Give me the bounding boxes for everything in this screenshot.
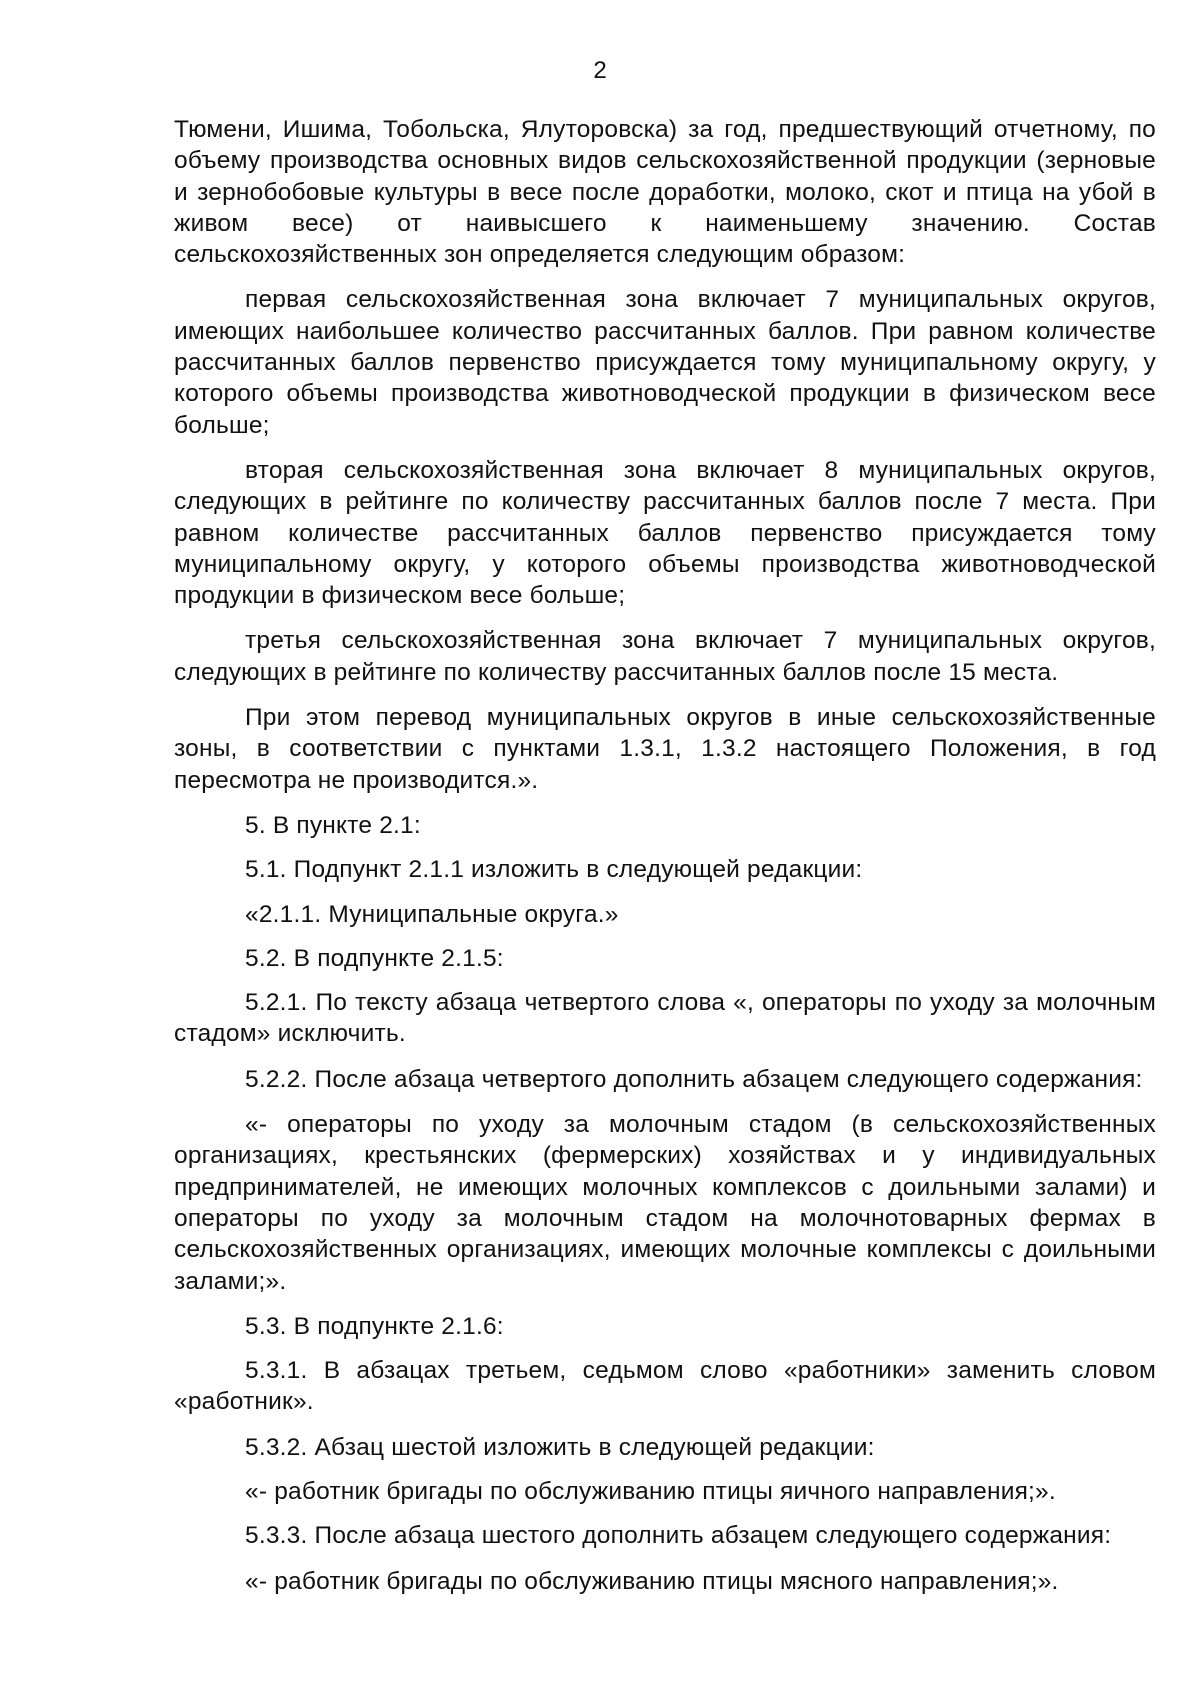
paragraph-item-5-2-2-text: «- операторы по уходу за молочным стадом (в сельскохозяйственных организациях, крестьянских (фермерских) хозяйствах и у индивидуальных предпринимателей, не имеющих молочных комплексов с доильными залами) и операторы по уходу за молочным стадом на молочнотоварных фермах в сельскохозяйственных организациях, имеющих молочные комплексы с доильными залами;».	[174, 1111, 1156, 1295]
page-number: 2	[593, 57, 607, 84]
document-body	[174, 114, 1156, 1611]
paragraph-item-5-1: 5.1. Подпункт 2.1.1 изложить в следующей редакции:	[245, 856, 863, 884]
paragraph-item-5-3-3: 5.3.3. После абзаца шестого дополнить абзацем следующего содержания:	[245, 1522, 1112, 1550]
paragraph-intro: Тюмени, Ишима, Тобольска, Ялуторовска) за год, предшествующий отчетному, по объему производства основных видов сельскохозяйственной продукции (зерновые и зернобобовые культуры в весе после доработки, молоко, скот и птица на убой в живом весе) от наивысшего к наименьшему значению. Состав сельскохозяйственных зон определяется следующим образом:	[174, 116, 1156, 269]
paragraph-item-5-2-1: 5.2.1. По тексту абзаца четвертого слова «, операторы по уходу за молочным стадом» исключить.	[174, 989, 1156, 1048]
paragraph-item-5-3: 5.3. В подпункте 2.1.6:	[245, 1312, 504, 1340]
paragraph-transfer: При этом перевод муниципальных округов в иные сельскохозяйственные зоны, в соответствии с пунктами 1.3.1, 1.3.2 настоящего Положения, в год пересмотра не производится.».	[174, 704, 1156, 794]
paragraph-item-5-1-text: «2.1.1. Муниципальные округа.»	[245, 900, 619, 928]
paragraph-item-5: 5. В пункте 2.1:	[245, 811, 421, 839]
paragraph-item-5-3-3-text: «- работник бригады по обслуживанию птицы мясного направления;».	[245, 1567, 1059, 1595]
paragraph-zone-3: третья сельскохозяйственная зона включает 7 муниципальных округов, следующих в рейтинге по количеству рассчитанных баллов после 15 места.	[174, 627, 1156, 686]
paragraph-item-5-2-2: 5.2.2. После абзаца четвертого дополнить абзацем следующего содержания:	[245, 1065, 1143, 1093]
paragraph-zone-2: вторая сельскохозяйственная зона включает 8 муниципальных округов, следующих в рейтинге по количеству рассчитанных баллов после 7 места. При равном количестве рассчитанных баллов первенство присуждается тому муниципальному округу, у которого объемы производства животноводческой продукции в физическом весе больше;	[174, 456, 1156, 610]
paragraph-zone-1: первая сельскохозяйственная зона включает 7 муниципальных округов, имеющих наибольшее количество рассчитанных баллов. При равном количестве рассчитанных баллов первенство присуждается тому муниципальному округу, у которого объемы производства животноводческой продукции в физическом весе больше;	[174, 286, 1156, 439]
paragraph-item-5-3-1: 5.3.1. В абзацах третьем, седьмом слово «работники» заменить словом «работник».	[174, 1357, 1156, 1416]
paragraph-item-5-2: 5.2. В подпункте 2.1.5:	[245, 944, 504, 972]
paragraph-item-5-3-2-text: «- работник бригады по обслуживанию птицы яичного направления;».	[245, 1477, 1056, 1505]
paragraph-item-5-3-2: 5.3.2. Абзац шестой изложить в следующей редакции:	[245, 1433, 875, 1461]
